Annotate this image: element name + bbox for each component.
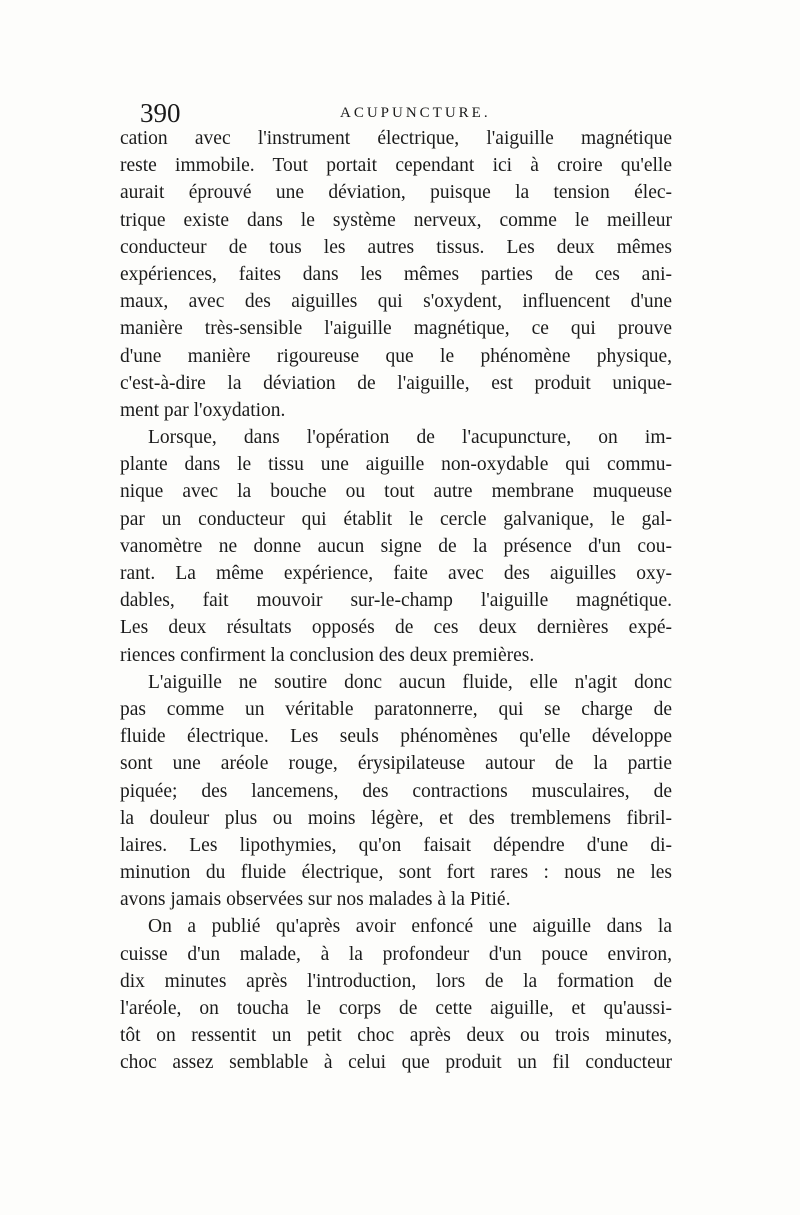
- paragraph-start-line: Lorsque, dans l'opération de l'acupuncture, on im-: [148, 427, 672, 449]
- text-line: trique existe dans le système nerveux, comme le meilleur: [120, 209, 672, 231]
- running-title: ACUPUNCTURE.: [340, 105, 491, 121]
- text-line: Les deux résultats opposés de ces deux dernières expé-: [120, 617, 672, 639]
- text-line: vanomètre ne donne aucun signe de la présence d'un cou-: [120, 535, 672, 557]
- text-line: c'est-à-dire la déviation de l'aiguille, est produit unique-: [120, 372, 672, 394]
- paragraph-start-line: On a publié qu'après avoir enfoncé une aiguille dans la: [148, 916, 672, 938]
- text-line: manière très-sensible l'aiguille magnétique, ce qui prouve: [120, 318, 672, 340]
- text-line: la douleur plus ou moins légère, et des tremblemens fibril-: [120, 807, 672, 829]
- text-line: reste immobile. Tout portait cependant ici à croire qu'elle: [120, 155, 672, 177]
- page-number: 390: [140, 98, 181, 128]
- text-line: aurait éprouvé une déviation, puisque la tension élec-: [120, 182, 672, 204]
- text-line: ment par l'oxydation.: [120, 399, 286, 421]
- text-line: fluide électrique. Les seuls phénomènes qu'elle développe: [120, 726, 672, 748]
- paragraph-start-line: L'aiguille ne soutire donc aucun fluide, elle n'agit donc: [148, 671, 672, 693]
- text-line: maux, avec des aiguilles qui s'oxydent, influencent d'une: [120, 291, 672, 313]
- text-line: d'une manière rigoureuse que le phénomène physique,: [120, 345, 672, 367]
- text-line: nique avec la bouche ou tout autre membrane muqueuse: [120, 481, 672, 503]
- text-line: cuisse d'un malade, à la profondeur d'un pouce environ,: [120, 943, 672, 965]
- text-line: rant. La même expérience, faite avec des aiguilles oxy-: [120, 563, 672, 584]
- text-line: tôt on ressentit un petit choc après deux ou trois minutes,: [120, 1025, 672, 1047]
- text-line: par un conducteur qui établit le cercle galvanique, le gal-: [120, 508, 672, 530]
- text-line: dables, fait mouvoir sur-le-champ l'aiguille magnétique.: [120, 590, 672, 612]
- text-line: sont une aréole rouge, érysipilateuse autour de la partie: [120, 753, 672, 775]
- text-line: minution du fluide électrique, sont fort rares : nous ne les: [120, 862, 672, 884]
- text-line: riences confirment la conclusion des deux premières.: [120, 644, 535, 666]
- text-line: expériences, faites dans les mêmes parties de ces ani-: [120, 263, 672, 285]
- text-line: avons jamais observées sur nos malades à la Pitié.: [120, 889, 511, 911]
- text-line: dix minutes après l'introduction, lors de la formation de: [120, 970, 672, 992]
- text-line: conducteur de tous les autres tissus. Les deux mêmes: [120, 236, 672, 258]
- text-line: piquée; des lancemens, des contractions musculaires, de: [120, 780, 672, 802]
- text-line: choc assez semblable à celui que produit un fil conducteur: [120, 1052, 672, 1074]
- body-text: [120, 125, 672, 1077]
- text-line: pas comme un véritable paratonnerre, qui se charge de: [120, 698, 672, 720]
- text-line: l'aréole, on toucha le corps de cette aiguille, et qu'aussi-: [120, 998, 672, 1019]
- text-line: cation avec l'instrument électrique, l'aiguille magnétique: [120, 128, 672, 149]
- text-line: plante dans le tissu une aiguille non-oxydable qui commu-: [120, 454, 672, 476]
- text-line: laires. Les lipothymies, qu'on faisait dépendre d'une di-: [120, 834, 672, 856]
